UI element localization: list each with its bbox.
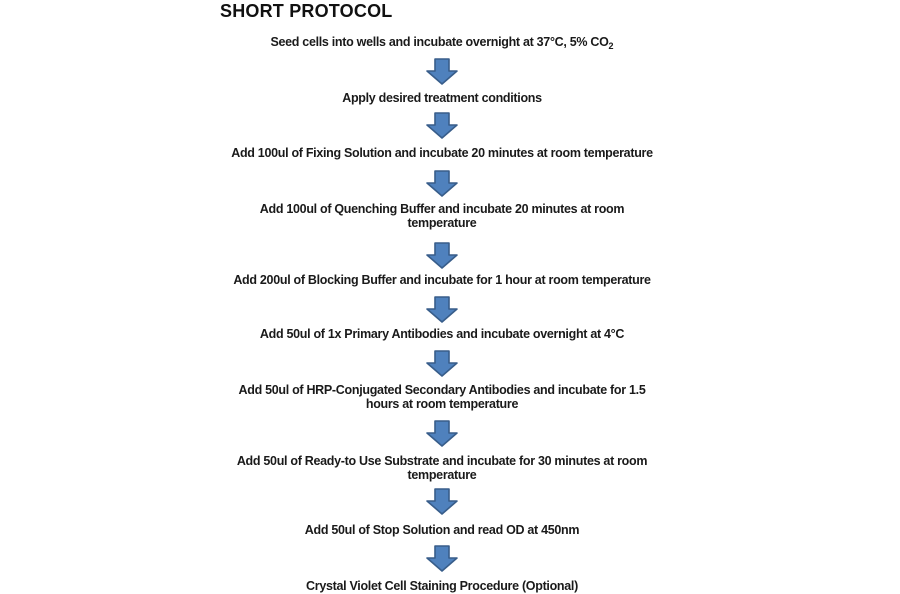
down-arrow-icon bbox=[426, 242, 458, 269]
co2-subscript: 2 bbox=[608, 41, 614, 51]
step-text: Add 50ul of 1x Primary Antibodies and incubate overnight at 4°C bbox=[259, 327, 625, 341]
step-text: Add 100ul of Fixing Solution and incubate 20 minutes at room temperature bbox=[231, 146, 653, 160]
step-text: Add 50ul of Ready-to Use Substrate and incubate for 30 minutes at room bbox=[236, 454, 648, 468]
page-title: SHORT PROTOCOL bbox=[220, 1, 393, 21]
step-text: Crystal Violet Cell Staining Procedure (Optional) bbox=[306, 579, 578, 593]
step-text: hours at room temperature bbox=[365, 397, 519, 411]
protocol-step-7 bbox=[12, 383, 872, 411]
protocol-step-5 bbox=[12, 273, 872, 287]
protocol-step-6 bbox=[12, 327, 872, 341]
protocol-step-4 bbox=[12, 202, 872, 230]
down-arrow-icon bbox=[426, 488, 458, 515]
protocol-step-2 bbox=[12, 91, 872, 105]
down-arrow-icon bbox=[426, 350, 458, 377]
protocol-step-3 bbox=[12, 146, 872, 160]
step-text: Apply desired treatment conditions bbox=[342, 91, 542, 105]
protocol-step-1 bbox=[12, 35, 872, 53]
step-text: Seed cells into wells and incubate overnight at 37°C, 5% CO bbox=[270, 35, 609, 49]
step-text: temperature bbox=[407, 216, 477, 230]
step-text: Add 50ul of HRP-Conjugated Secondary Antibodies and incubate for 1.5 bbox=[238, 383, 646, 397]
down-arrow-icon bbox=[426, 170, 458, 197]
protocol-step-10 bbox=[12, 579, 872, 593]
step-text: Add 50ul of Stop Solution and read OD at 450nm bbox=[304, 523, 580, 537]
down-arrow-icon bbox=[426, 545, 458, 572]
step-text: Add 200ul of Blocking Buffer and incubate for 1 hour at room temperature bbox=[233, 273, 651, 287]
step-text: Add 100ul of Quenching Buffer and incubate 20 minutes at room bbox=[259, 202, 625, 216]
protocol-step-9 bbox=[12, 523, 872, 537]
down-arrow-icon bbox=[426, 112, 458, 139]
down-arrow-icon bbox=[426, 420, 458, 447]
down-arrow-icon bbox=[426, 296, 458, 323]
protocol-step-8 bbox=[12, 454, 872, 482]
down-arrow-icon bbox=[426, 58, 458, 85]
step-text: temperature bbox=[407, 468, 477, 482]
